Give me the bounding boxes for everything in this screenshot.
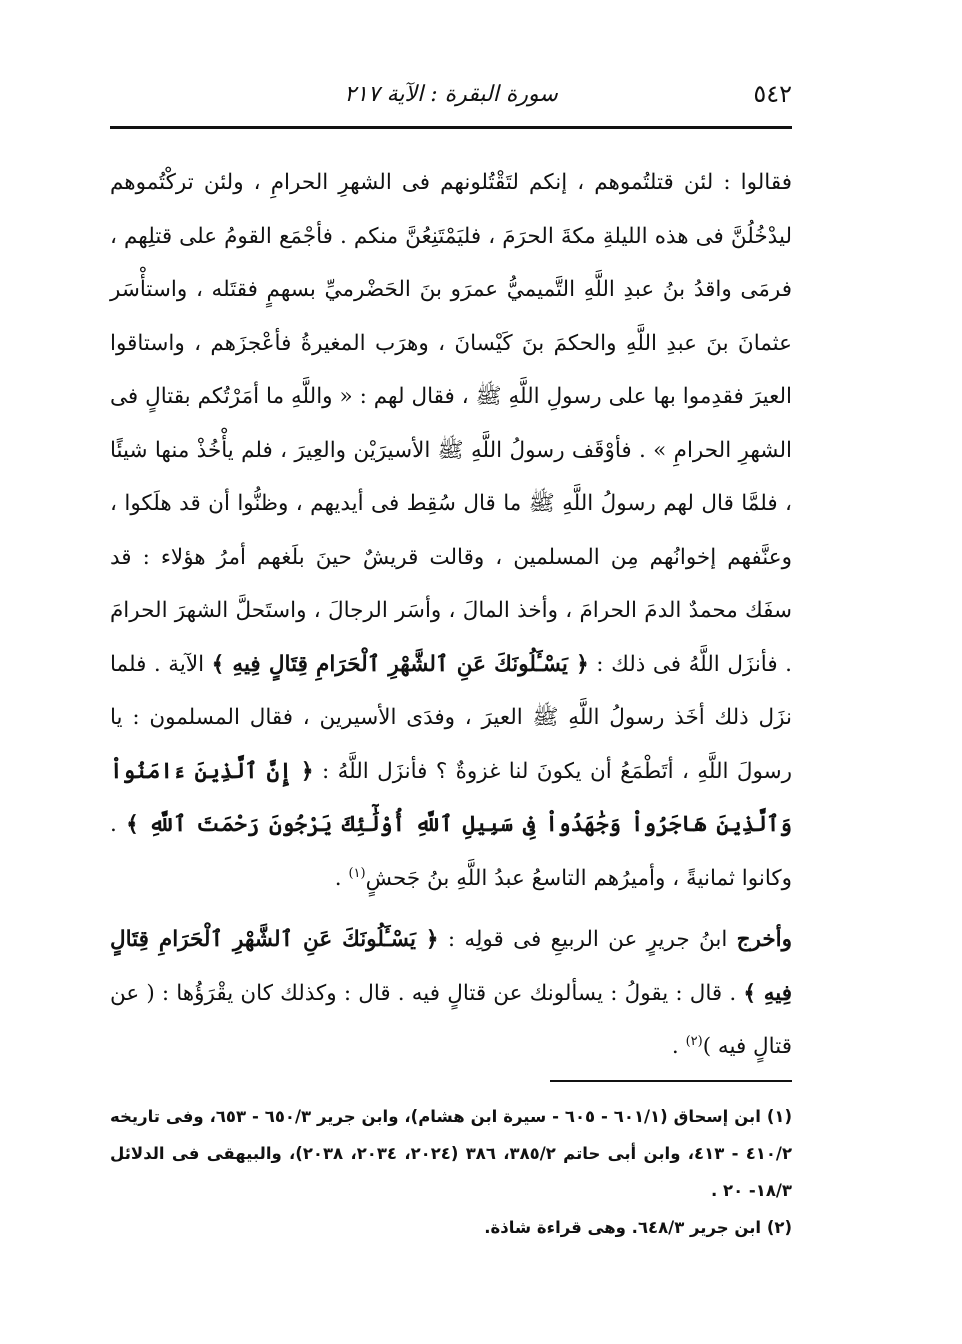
para2-text-a: ابنُ جريرٍ عن الربيعِ فى قولِه : (447, 927, 728, 952)
footnote-1: (١) ابن إسحاق (٦٠١/١ - ٦٠٥ - سيرة ابن هشام)، وابن جرير ٦٥٠/٣ - ٦٥٣، وفى تاريخه ٤١٠/٢ - ٤١٣، وابن أبى حاتم ٣٨٥/٢، ٣٨٦ (٢٠٢٤، ٢٠٣٤، ٢٠٣٨)، والبيهقى فى الدلائل ١٨/٣- ٢٠ . (110, 1107, 793, 1200)
para2-text-b: . قال : يقولُ : يسألونك عن قتالٍ فيه . قال : وكذلك كان يقْرَؤُها : ( عن قتالٍ فيه ) (110, 980, 792, 1059)
footnote-rule (550, 1080, 792, 1082)
footnote-ref-2[interactable]: (٢) (685, 1033, 703, 1049)
running-title: سورة البقرة : الآية ٢١٧ (344, 82, 558, 107)
page-number: ٥٤٢ (753, 80, 792, 108)
quran-quote-1: ﴿ يَسْـَٔلُونَكَ عَنِ ٱلشَّهْرِ ٱلْحَرَامِ قِتَالٍ فِيهِ ﴾ (211, 651, 589, 677)
paragraph-2 (110, 913, 792, 1074)
footnotes (110, 1098, 792, 1246)
quran-quote-3: ﴿ يَسْـَٔلُونَكَ عَنِ ٱلشَّهْرِ ٱلْحَرَامِ قِتَالٍ فِيهِ ﴾ (110, 927, 792, 1006)
para1-text-a: فقالوا : لئن قتلتُموهم ، إنكم لتَقْتُلونهم فى الشهرِ الحرامِ ، ولئن تركْتُموهم ليدْخُلُنَّ فى هذه الليلةِ مكةَ الحرَمَ ، فليَمْتَنِعُنَّ منكم . فأجْمَع القومُ على قتلِهم ، فرمَى واقدُ بنُ عبدِ اللَّهِ التَّميميُّ عمرَو بنَ الحَضْرميِّ بسهمٍ فقتَله ، واستأْسَر عثمانَ بنَ عبدِ اللَّهِ والحكمَ بنَ كَيْسانَ ، وهرَب المغيرةُ فأعْجزَهم ، واستاقوا العيرَ فقدِموا بها على رسولِ اللَّهِ ﷺ ، فقال لهم : « واللَّهِ ما أمَرْتُكم بقتالٍ فى الشهرِ الحرامِ » . فأوْقَف رسولُ اللَّهِ ﷺ الأسيرَيْن والعِيرَ ، فلم يأْخُذْ منها شيئًا ، فلمَّا قال لهم رسولُ اللَّهِ ﷺ ما قال سُقِط فى أيديهم ، وظنُّوا أن قد هلَكوا ، وعنَّفهم إخوانُهم مِن المسلمين ، وقالت قريشٌ حينَ بلَغهم أمرُ هؤلاء : قد سفَك محمدٌ الدمَ الحرامَ ، وأخذ المالَ ، وأسَر الرجالَ ، واستَحلَّ الشهرَ الحرامَ . فأنزَل اللَّهُ فى ذلك : (110, 170, 793, 677)
para1-text-b: الآية . فلما نزَل ذلك أخَذ رسولُ اللَّهِ ﷺ العيرَ ، وفدَى الأسيرين ، فقال المسلمون : يا رسولَ اللَّهِ ، أتَطْمَعُ أن يكونَ لنا غزوةٌ ؟ فأنزَل اللَّهُ : (110, 651, 793, 784)
para1-text-c: . وكانوا ثمانيةً ، وأميرُهم التاسعُ عبدُ اللَّهِ بنُ جَحشٍ (110, 812, 792, 891)
para2-lead: وأخرج (736, 927, 792, 952)
page-header (110, 70, 792, 122)
page (110, 70, 793, 1237)
header-rule (110, 126, 792, 129)
footnote-ref-1[interactable]: (١) (348, 865, 366, 881)
para1-end: . (334, 865, 342, 891)
main-text (110, 156, 792, 1074)
paragraph-1 (110, 156, 792, 905)
footnote-2: (٢) ابن جرير ٦٤٨/٣. وهى قراءة شاذة. (484, 1218, 792, 1237)
para2-end: . (671, 1034, 679, 1059)
quran-quote-2: ﴿ إِنَّ ٱلَّذِينَ ءَامَنُواْ وَٱلَّذِينَ هَاجَرُواْ وَجَٰهَدُواْ فِى سَبِيلِ ٱللَّهِ أُوْلَٰٓئِكَ يَرْجُونَ رَحْمَتَ ٱللَّهِ ﴾ (110, 758, 792, 837)
